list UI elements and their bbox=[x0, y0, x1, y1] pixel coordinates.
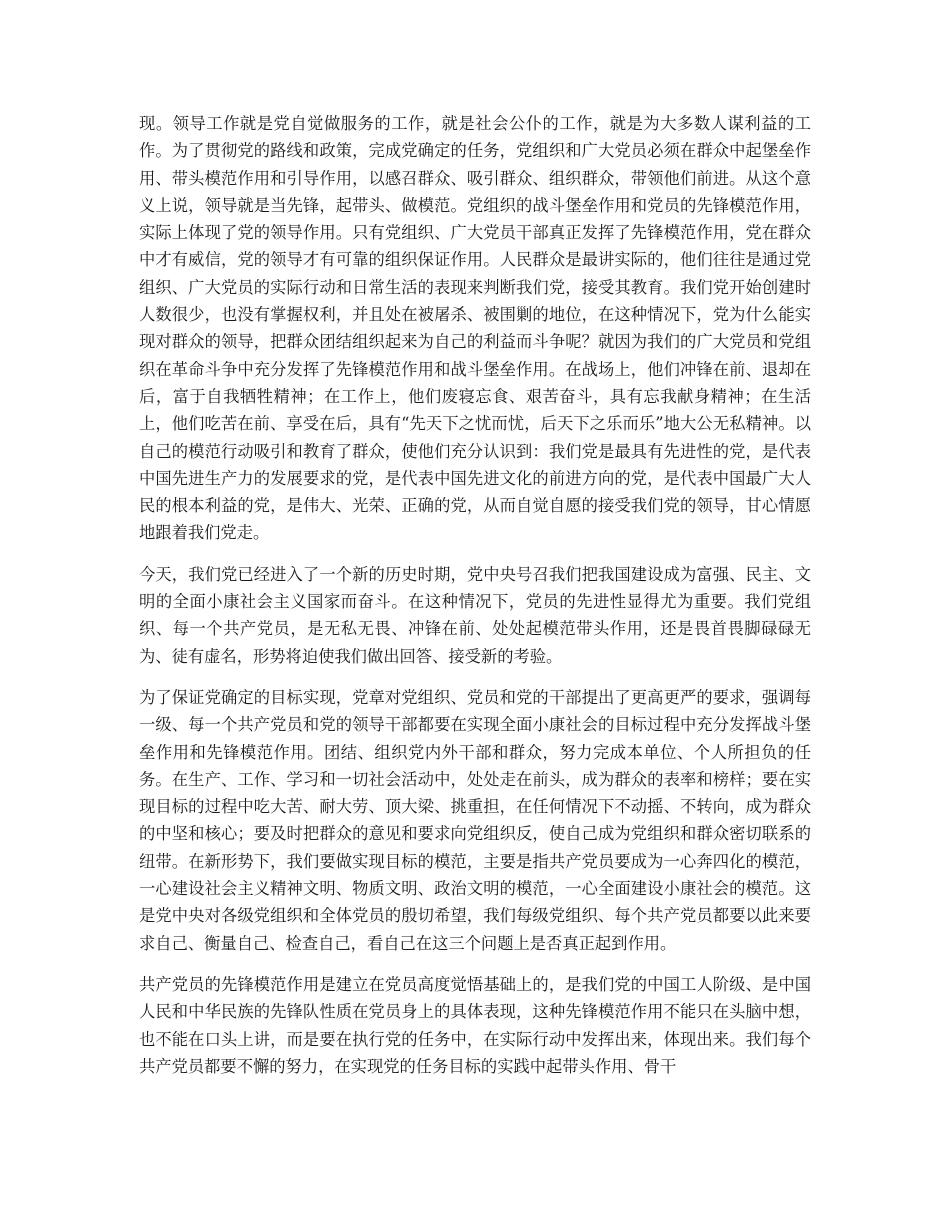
paragraph-2: 今天，我们党已经进入了一个新的历史时期，党中央号召我们把我国建设成为富强、民主、文明的全面小康社会主义国家而奋斗。在这种情况下，党员的先进性显得尤为重要。我们党组织、每一个共产党员，是无私无畏、冲锋在前、处处起模范带头作用，还是畏首畏脚碌碌无为、徒有虚名，形势将迫使我们做出回答、接受新的考验。 bbox=[139, 564, 811, 666]
paragraph-1: 现。领导工作就是党自觉做服务的工作，就是社会公仆的工作，就是为大多数人谋利益的工作。为了贯彻党的路线和政策，完成党确定的任务，党组织和广大党员必须在群众中起堡垒作用、带头模范作用和引导作用，以感召群众、吸引群众、组织群众，带领他们前进。从这个意义上说，领导就是当先锋，起带头、做模范。党组织的战斗堡垒作用和党员的先锋模范作用，实际上体现了党的领导作用。只有党组织、广大党员干部真正发挥了先锋模范作用，党在群众中才有威信，党的领导才有可靠的组织保证作用。人民群众是最讲实际的，他们往往是通过党组织、广大党员的实际行动和日常生活的表现来判断我们党，接受其教育。我们党开始创建时人数很少，也没有掌握权利，并且处在被屠杀、被围剿的地位，在这种情况下，党为什么能实现对群众的领导，把群众团结组织起来为自己的利益而斗争呢？就因为我们的广大党员和党组织在革命斗争中充分发挥了先锋模范作用和战斗堡垒作用。在战场上，他们冲锋在前、退却在后，富于自我牺牲精神；在工作上，他们废寝忘食、艰苦奋斗，具有忘我献身精神；在生活上，他们吃苦在前、享受在后，具有“先天下之忧而忧，后天下之乐而乐”地大公无私精神。以自己的模范行动吸引和教育了群众，使他们充分认识到：我们党是最具有先进性的党，是代表中国先进生产力的发展要求的党，是代表中国先进文化的前进方向的党，是代表中国最广大人民的根本利益的党，是伟大、光荣、正确的党，从而自觉自愿的接受我们党的领导，甘心情愿地跟着我们党走。 bbox=[139, 114, 811, 543]
document-page bbox=[139, 110, 811, 1094]
paragraph-4: 共产党员的先锋模范作用是建立在党员高度觉悟基础上的，是我们党的中国工人阶级、是中国人民和中华民族的先锋队性质在党员身上的具体表现，这种先锋模范作用不能只在头脑中想，也不能在口头上讲，而是要在执行党的任务中，在实际行动中发挥出来，体现出来。我们每个共产党员都要不懈的努力，在实现党的任务目标的实践中起带头作用、骨干 bbox=[139, 974, 811, 1076]
paragraph-3: 为了保证党确定的目标实现，党章对党组织、党员和党的干部提出了更高更严的要求，强调每一级、每一个共产党员和党的领导干部都要在实现全面小康社会的目标过程中充分发挥战斗堡垒作用和先锋模范作用。团结、组织党内外干部和群众，努力完成本单位、个人所担负的任务。在生产、工作、学习和一切社会活动中，处处走在前头，成为群众的表率和榜样；要在实现目标的过程中吃大苦、耐大劳、顶大梁、挑重担，在任何情况下不动摇、不转向，成为群众的中坚和核心；要及时把群众的意见和要求向党组织反，使自己成为党组织和群众密切联系的纽带。在新形势下，我们要做实现目标的模范，主要是指共产党员要成为一心奔四化的模范，一心建设社会主义精神文明、物质文明、政治文明的模范，一心全面建设小康社会的模范。这是党中央对各级党组织和全体党员的殷切希望，我们每级党组织、每个共产党员都要以此来要求自己、衡量自己、检查自己，看自己在这三个问题上是否真正起到作用。 bbox=[139, 687, 811, 953]
